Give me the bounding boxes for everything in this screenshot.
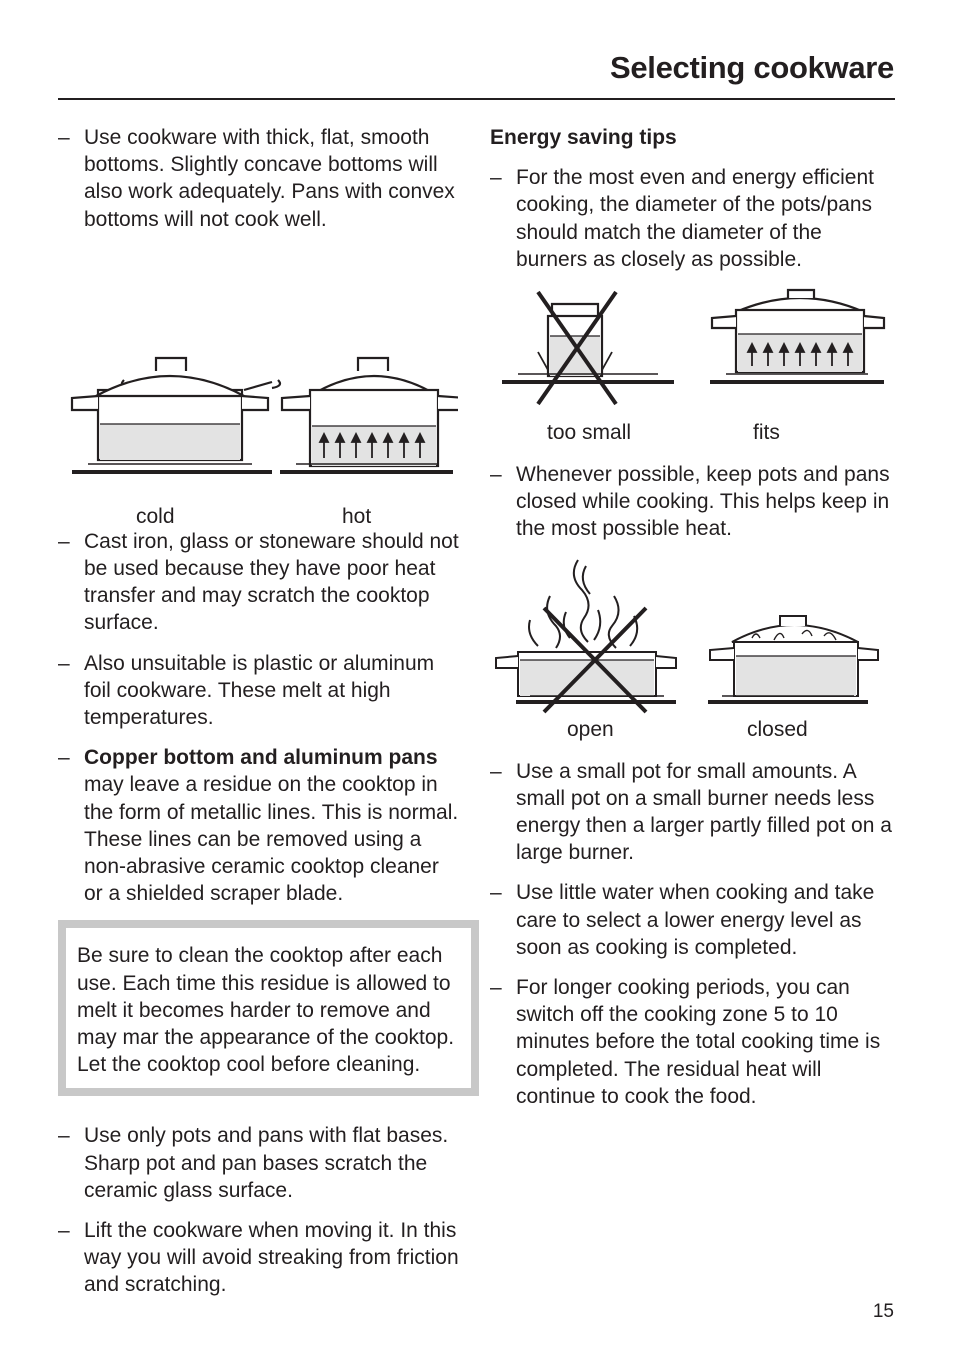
list-item: – Use only pots and pans with flat bases. Sharp pot and pan bases scratch the ceramic glass surface. [58, 1124, 449, 1202]
list-item: – For the most even and energy efficient cooking, the diameter of the pots/pans should match the diameter of the burners as closely as possible. [490, 166, 874, 271]
left-column [58, 124, 463, 1312]
too-small-fits-illustration [490, 286, 890, 414]
figure-cold-hot [58, 246, 463, 528]
list-item: – Copper bottom and aluminum pans may leave a residue on the cooktop in the form of metallic lines. This is normal. These lines can be removed using a non-abrasive ceramic cooktop cleaner or a shielded scraper blade. [58, 746, 459, 906]
cold-hot-illustration [58, 246, 458, 486]
list-item: – Cast iron, glass or stoneware should not be used because they have poor heat transfer and may scratch the cooktop surface. [58, 529, 459, 635]
caption-open: open [567, 717, 614, 741]
open-closed-illustration [490, 556, 890, 716]
figure-too-small-fits [490, 286, 898, 449]
caption-fits: fits [753, 421, 780, 445]
caption-too-small: too small [547, 421, 632, 445]
list-item: – Also unsuitable is plastic or aluminum foil cookware. These melt at high temperatures. [58, 651, 435, 730]
list-item: – Use a small pot for small amounts. A small pot on a small burner needs less energy then a larger partly filled pot on a large burner. [490, 759, 892, 865]
list-item: – Use cookware with thick, flat, smooth bottoms. Slightly concave bottoms will also work adequately. Pans with convex bottoms will not cook well. [58, 126, 455, 231]
caption-cold: cold [136, 504, 175, 528]
note-box: Be sure to clean the cooktop after each use. Each time this residue is allowed to melt it becomes harder to remove and may mar the appearance of the cooktop. Let the cooktop cool before cleaning. [58, 920, 479, 1096]
caption-hot: hot [342, 504, 372, 528]
caption-closed: closed [747, 717, 808, 741]
list-item: – Lift the cookware when moving it. In this way you will avoid streaking from friction and scratching. [58, 1219, 459, 1297]
list-item: – Whenever possible, keep pots and pans closed while cooking. This helps keep in the most possible heat. [490, 463, 890, 541]
header-rule [58, 98, 895, 100]
page-title: Selecting cookware [609, 50, 894, 85]
list-item: – For longer cooking periods, you can switch off the cooking zone 5 to 10 minutes before the total cooking time is completed. The residual heat will continue to cook the food. [490, 976, 881, 1108]
right-column [490, 124, 898, 1123]
figure-open-closed [490, 556, 898, 746]
page-number: 15 [872, 1301, 894, 1322]
list-item: – Use little water when cooking and take care to select a lower energy level as soon as cooking is completed. [490, 881, 875, 959]
section-heading: Energy saving tips [490, 126, 677, 149]
